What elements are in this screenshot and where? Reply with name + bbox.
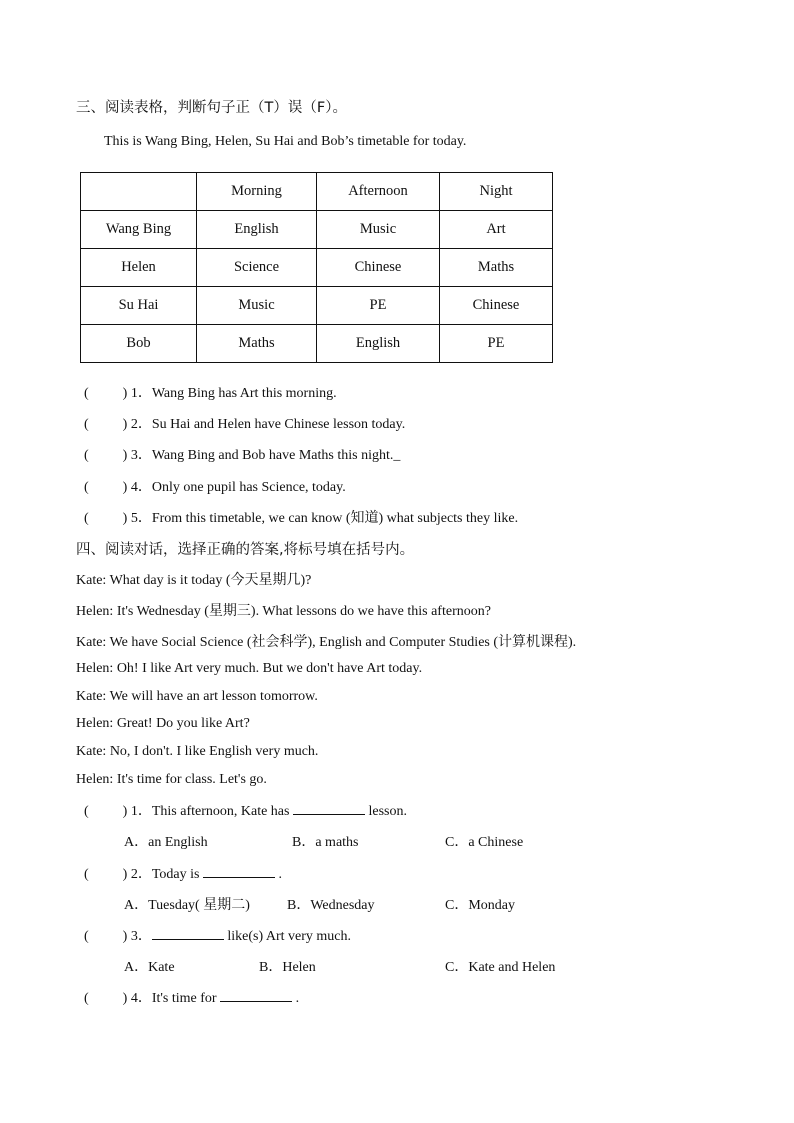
option-c[interactable]: C．a Chinese xyxy=(445,835,524,850)
dialogue-line: Kate: What day is it today (今天星期几)? xyxy=(76,573,312,588)
question-text: 1．This afternoon, Kate has xyxy=(130,804,290,819)
table-cell: Art xyxy=(440,211,553,249)
table-cell: PE xyxy=(440,325,553,363)
table-cell: English xyxy=(317,325,440,363)
tf-question-4 xyxy=(84,476,346,496)
answer-paren-close: ) xyxy=(122,929,128,944)
timetable xyxy=(80,172,553,363)
dialogue-line: Kate: We will have an art lesson tomorrow. xyxy=(76,689,318,704)
section3-heading: 三、阅读表格，判断句子正（T）误（F）。 xyxy=(76,100,347,116)
section4-heading: 四、阅读对话，选择正确的答案,将标号填在括号内。 xyxy=(76,542,415,558)
dialogue-line: Helen: Oh! I like Art very much. But we don't have Art today. xyxy=(76,661,423,676)
table-cell: Bob xyxy=(81,325,197,363)
dialogue-line: Helen: Great! Do you like Art? xyxy=(76,716,250,731)
table-cell: Music xyxy=(317,211,440,249)
option-c[interactable]: C．Monday xyxy=(445,898,515,913)
mc-question-2 xyxy=(84,863,282,883)
option-b[interactable]: B．Helen xyxy=(259,960,316,975)
answer-paren-close: ) xyxy=(122,511,128,526)
answer-paren-open[interactable]: ( xyxy=(84,386,89,401)
option-b[interactable]: B．Wednesday xyxy=(287,898,375,913)
question-text: 4．Only one pupil has Science, today. xyxy=(130,480,346,495)
answer-paren-close: ) xyxy=(122,480,128,495)
table-cell: PE xyxy=(317,287,440,325)
dialogue-line: Helen: It's time for class. Let's go. xyxy=(76,772,267,787)
question-text: 3． xyxy=(130,929,152,944)
dialogue-line: Helen: It's Wednesday (星期三). What lessons do we have this afternoon? xyxy=(76,604,491,619)
answer-paren-open[interactable]: ( xyxy=(84,991,89,1006)
answer-paren-close: ) xyxy=(122,448,128,463)
tf-question-5 xyxy=(84,507,518,527)
table-cell: English xyxy=(197,211,317,249)
option-b[interactable]: B．a maths xyxy=(292,835,359,850)
table-row xyxy=(81,325,553,363)
mc-question-3 xyxy=(84,925,351,945)
table-row xyxy=(81,211,553,249)
answer-paren-open[interactable]: ( xyxy=(84,480,89,495)
question-text: 3．Wang Bing and Bob have Maths this night._ xyxy=(130,448,401,463)
answer-paren-close: ) xyxy=(122,386,128,401)
question-text: 1．Wang Bing has Art this morning. xyxy=(130,386,337,401)
option-a[interactable]: A．Tuesday( 星期二) xyxy=(124,898,250,913)
answer-paren-close: ) xyxy=(122,991,128,1006)
answer-blank[interactable] xyxy=(220,988,292,1002)
question-text: like(s) Art very much. xyxy=(227,929,351,944)
answer-blank[interactable] xyxy=(293,801,365,815)
dialogue-line: Kate: No, I don't. I like English very much. xyxy=(76,744,319,759)
question-text: lesson. xyxy=(368,804,407,819)
question-text: 2．Today is xyxy=(130,867,200,882)
tf-question-2 xyxy=(84,413,405,433)
table-cell: Science xyxy=(197,249,317,287)
table-cell: Chinese xyxy=(317,249,440,287)
table-cell: Chinese xyxy=(440,287,553,325)
table-cell: Morning xyxy=(197,173,317,211)
answer-paren-close: ) xyxy=(122,867,128,882)
answer-blank[interactable] xyxy=(203,864,275,878)
tf-question-1 xyxy=(84,382,337,402)
dialogue-line: Kate: We have Social Science (社会科学), English and Computer Studies (计算机课程). xyxy=(76,635,577,650)
table-cell: Su Hai xyxy=(81,287,197,325)
answer-paren-open[interactable]: ( xyxy=(84,804,89,819)
table-row xyxy=(81,287,553,325)
table-cell: Wang Bing xyxy=(81,211,197,249)
answer-paren-open[interactable]: ( xyxy=(84,867,89,882)
table-cell: Afternoon xyxy=(317,173,440,211)
option-a[interactable]: A．Kate xyxy=(124,960,175,975)
mc-question-4 xyxy=(84,987,299,1007)
table-row xyxy=(81,249,553,287)
answer-paren-open[interactable]: ( xyxy=(84,417,89,432)
section3-intro: This is Wang Bing, Helen, Su Hai and Bob’s timetable for today. xyxy=(104,134,467,149)
question-text: 5．From this timetable, we can know (知道) what subjects they like. xyxy=(130,511,519,526)
tf-question-3 xyxy=(84,444,400,464)
option-a[interactable]: A．an English xyxy=(124,835,208,850)
question-text: 2．Su Hai and Helen have Chinese lesson today. xyxy=(130,417,406,432)
table-cell: Maths xyxy=(197,325,317,363)
answer-paren-open[interactable]: ( xyxy=(84,929,89,944)
table-cell: Night xyxy=(440,173,553,211)
table-header-row xyxy=(81,173,553,211)
answer-paren-close: ) xyxy=(122,417,128,432)
table-cell: Music xyxy=(197,287,317,325)
answer-paren-open[interactable]: ( xyxy=(84,511,89,526)
table-cell xyxy=(81,173,197,211)
mc-question-1 xyxy=(84,800,407,820)
question-text: . xyxy=(278,867,282,882)
question-text: . xyxy=(295,991,300,1006)
question-text: 4．It's time for xyxy=(130,991,217,1006)
answer-blank[interactable] xyxy=(152,926,224,940)
answer-paren-open[interactable]: ( xyxy=(84,448,89,463)
option-c[interactable]: C．Kate and Helen xyxy=(445,960,556,975)
answer-paren-close: ) xyxy=(122,804,128,819)
table-cell: Helen xyxy=(81,249,197,287)
table-cell: Maths xyxy=(440,249,553,287)
